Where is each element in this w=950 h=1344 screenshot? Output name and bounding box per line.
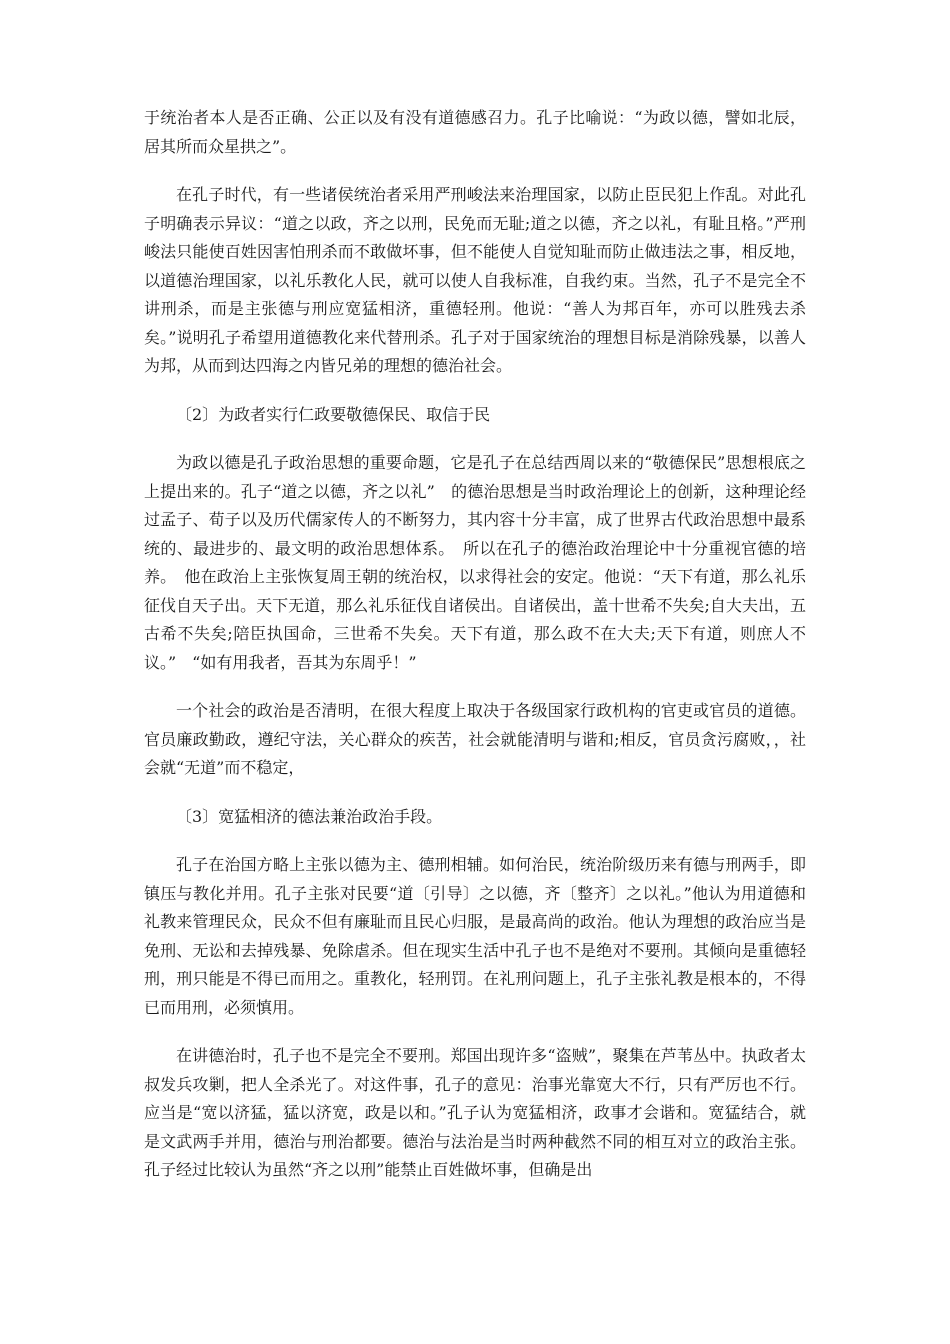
paragraph-official-ethics: 一个社会的政治是否清明，在很大程度上取决于各级国家行政机构的官吏或官员的道德。官员廉政勤政，遵纪守法，关心群众的疾苦，社会就能清明与谐和;相反，官员贪污腐败，，社会就“无道”而不稳定，: [144, 701, 806, 777]
paragraph-strict-law: 在孔子时代，有一些诸侯统治者采用严刑峻法来治理国家，以防止臣民犯上作乱。对此孔子明确表示异议：“道之以政，齐之以刑，民免而无耻;道之以德，齐之以礼，有耻且格。”严刑峻法只能使百姓因害怕刑杀而不敢做坏事，但不能使人自觉知耻而防止做违法之事，相反地，以道德治理国家，以礼乐教化人民，就可以使人自我标准，自我约束。当然，孔子不是完全不讲刑杀，而是主张德与刑应宽猛相济，重德轻刑。他说：“善人为邦百年，亦可以胜残去杀矣。”说明孔子希望用道德教化来代替刑杀。孔子对于国家统治的理想目标是消除残暴，以善人为邦，从而到达四海之内皆兄弟的理想的德治社会。: [144, 185, 806, 375]
section-heading-3: 〔3〕宽猛相济的德法兼治政治手段。: [176, 806, 443, 826]
paragraph-virtue-and-punishment: 孔子在治国方略上主张以德为主、德刑相辅。如何治民，统治阶级历来有德与刑两手，即镇压与教化并用。孔子主张对民要“道〔引导〕之以德，齐〔整齐〕之以礼。”他认为用道德和礼教来管理民众，民众不但有廉耻而且民心归服，是最高尚的政治。他认为理想的政治应当是免刑、无讼和去掉残暴、免除虐杀。但在现实生活中孔子也不是绝对不要刑。其倾向是重德轻刑，刑只能是不得已而用之。重教化，轻刑罚。在礼刑问题上，孔子主张礼教是根本的，不得已而用刑，必须慎用。: [144, 855, 806, 1017]
paragraph-rule-by-virtue: 为政以德是孔子政治思想的重要命题，它是孔子在总结西周以来的“敬德保民”思想根底之上提出来的。孔子“道之以德，齐之以礼” 的德治思想是当时政治理论上的创新，这种理论经过孟子、荀子以及历代儒家传人的不断努力，其内容十分丰富，成了世界古代政治思想中最系统的、最进步的、最文明的政治思想体系。 所以在孔子的德治政治理论中十分重视官德的培养。 他在政治上主张恢复周王朝的统治权，以求得社会的安定。他说：“天下有道，那么礼乐征伐自天子出。天下无道，那么礼乐征伐自诸侯出。自诸侯出，盖十世希不失矣;自大夫出，五古希不失矣;陪臣执国命，三世希不失矣。天下有道，那么政不在大夫;天下有道，则庶人不议。” “如有用我者，吾其为东周乎！”: [144, 453, 806, 672]
paragraph-continuation: 于统治者本人是否正确、公正以及有没有道德感召力。孔子比喻说：“为政以德，譬如北辰，居其所而众星拱之”。: [144, 108, 806, 156]
paragraph-leniency-and-severity: 在讲德治时，孔子也不是完全不要刑。郑国出现许多“盗贼”，聚集在芦苇丛中。执政者太叔发兵攻剿，把人全杀光了。对这件事，孔子的意见：治事光靠宽大不行，只有严厉也不行。应当是“宽以济猛，猛以济宽，政是以和。”孔子认为宽猛相济，政事才会谐和。宽猛结合，就是文武两手并用，德治与刑治都要。德治与法治是当时两种截然不同的相互对立的政治主张。孔子经过比较认为虽然“齐之以刑”能禁止百姓做坏事，但确是出: [144, 1046, 806, 1179]
document-body: [144, 104, 806, 1205]
section-heading-2: 〔2〕为政者实行仁政要敬德保民、取信于民: [176, 404, 491, 424]
